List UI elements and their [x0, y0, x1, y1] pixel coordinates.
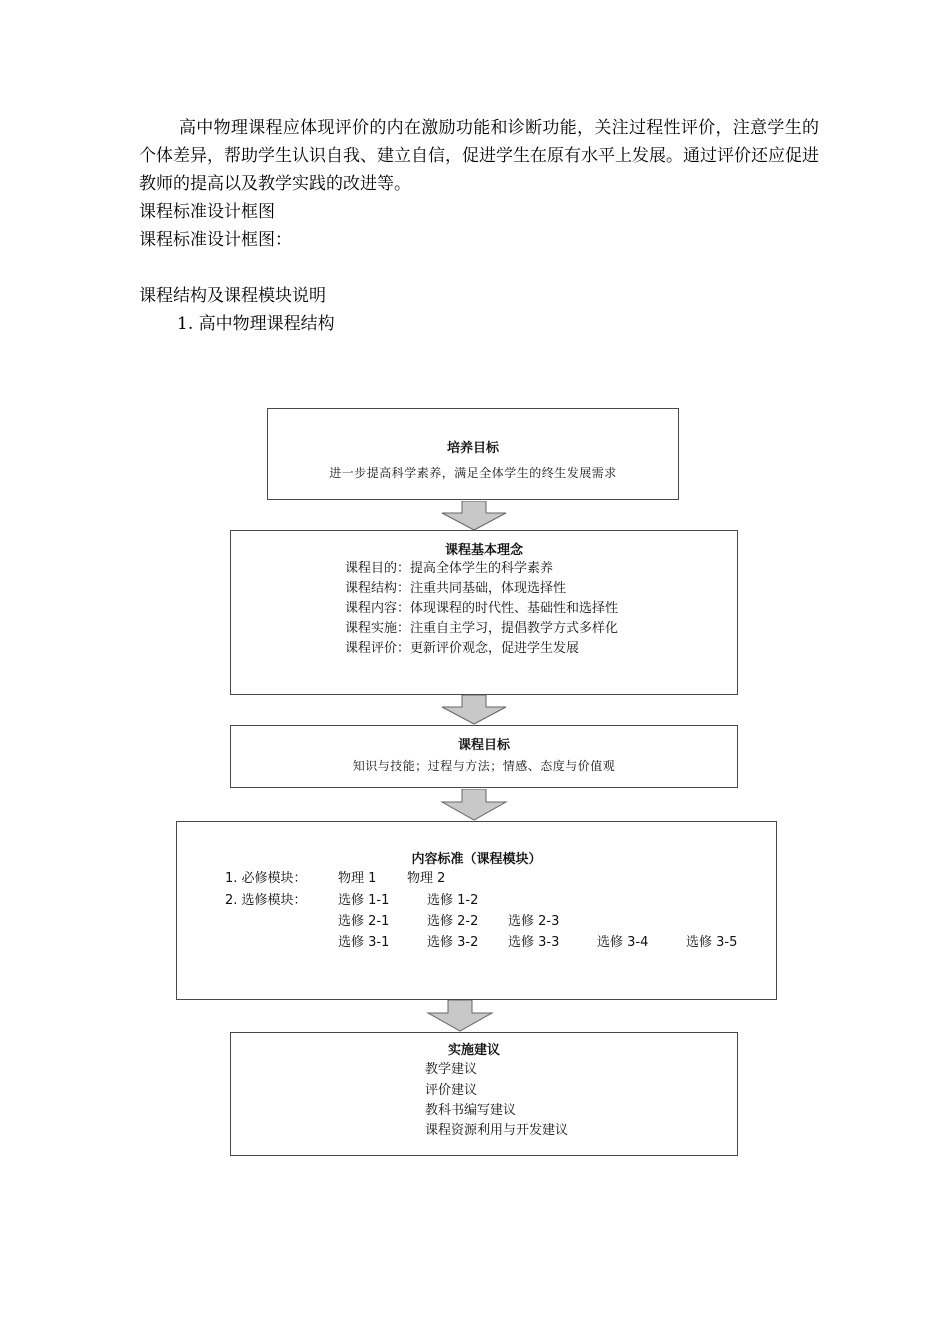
- box-basic-concepts: [230, 530, 738, 695]
- concept-item: 课程实施：注重自主学习，提倡教学方式多样化: [345, 621, 619, 636]
- arrow-down-icon: [438, 789, 510, 821]
- box-content-standards-title: 内容标准（课程模块）: [411, 852, 542, 867]
- implementation-item: 教科书编写建议: [425, 1103, 517, 1118]
- implementation-item: 评价建议: [425, 1083, 478, 1098]
- module-item: 选修 1-1: [338, 893, 390, 908]
- intro-text: [139, 114, 819, 338]
- box-course-goals-title: 课程目标: [457, 738, 510, 753]
- box-content-standards: [176, 821, 777, 1000]
- box-course-goals-sub: 知识与技能；过程与方法；情感、态度与价值观: [352, 759, 616, 773]
- module-label-required: 1. 必修模块：: [225, 871, 307, 886]
- module-item: 选修 2-3: [508, 914, 560, 929]
- heading-physics-structure: 1. 高中物理课程结构: [177, 314, 335, 334]
- box-basic-concepts-title: 课程基本理念: [444, 543, 523, 558]
- heading-framework: 课程标准设计框图: [139, 202, 275, 222]
- module-item: 物理 2: [407, 871, 446, 886]
- box-training-goal-sub: 进一步提高科学素养，满足全体学生的终生发展需求: [329, 466, 617, 480]
- heading-structure: 课程结构及课程模块说明: [139, 286, 326, 306]
- intro-paragraph: 高中物理课程应体现评价的内在激励功能和诊断功能，关注过程性评价，注意学生的个体差异，帮助学生认识自我、建立自信，促进学生在原有水平上发展。通过评价还应促进教师的提高以及教学实践的改进等。: [139, 118, 819, 194]
- module-item: 选修 1-2: [427, 893, 479, 908]
- implementation-item: 课程资源利用与开发建议: [425, 1123, 569, 1138]
- box-training-goal-title: 培养目标: [446, 441, 499, 456]
- module-item: 选修 3-4: [597, 935, 649, 950]
- arrow-down-icon: [424, 1000, 496, 1032]
- arrow-down-icon: [438, 501, 510, 531]
- module-item: 物理 1: [338, 871, 377, 886]
- heading-framework-colon: 课程标准设计框图：: [139, 230, 292, 250]
- concept-item: 课程结构：注重共同基础，体现选择性: [345, 581, 567, 596]
- blank-line: [139, 254, 819, 282]
- module-item: 选修 3-3: [508, 935, 560, 950]
- concept-item: 课程目的：提高全体学生的科学素养: [345, 561, 554, 576]
- implementation-item: 教学建议: [425, 1062, 478, 1077]
- module-label-elective: 2. 选修模块：: [225, 893, 307, 908]
- box-course-goals: [230, 725, 738, 788]
- module-item: 选修 3-2: [427, 935, 479, 950]
- box-implementation: [230, 1032, 738, 1156]
- arrow-down-icon: [438, 695, 510, 725]
- concept-item: 课程评价：更新评价观念，促进学生发展: [345, 641, 580, 656]
- concept-item: 课程内容：体现课程的时代性、基础性和选择性: [345, 601, 619, 616]
- module-item: 选修 3-5: [686, 935, 738, 950]
- box-implementation-title: 实施建议: [447, 1043, 500, 1058]
- module-item: 选修 2-1: [338, 914, 390, 929]
- module-item: 选修 2-2: [427, 914, 479, 929]
- module-item: 选修 3-1: [338, 935, 390, 950]
- box-training-goal: [267, 408, 679, 500]
